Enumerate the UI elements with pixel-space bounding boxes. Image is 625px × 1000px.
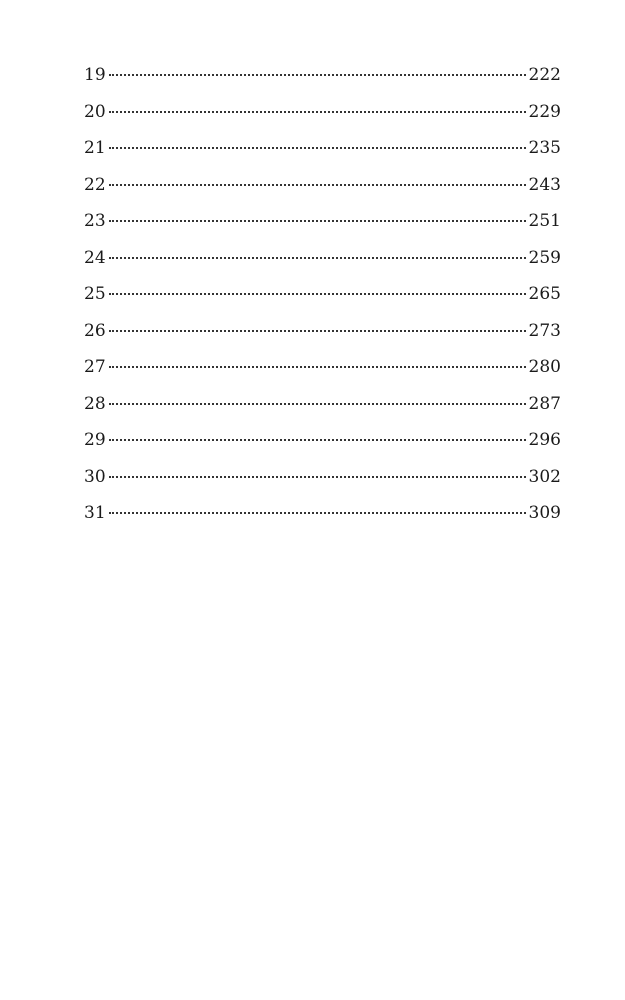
table-of-contents <box>84 63 561 538</box>
toc-dot-leader <box>109 403 526 405</box>
toc-chapter-number: 28 <box>84 393 106 414</box>
toc-dot-leader <box>109 512 526 514</box>
toc-dot-leader <box>109 220 526 222</box>
toc-page-number: 296 <box>528 430 561 450</box>
toc-entry <box>84 100 561 137</box>
toc-dot-leader <box>109 330 526 332</box>
toc-chapter-number: 27 <box>84 357 106 377</box>
toc-entry <box>84 136 561 173</box>
toc-page-number: 287 <box>528 393 561 414</box>
toc-entry <box>84 501 561 538</box>
toc-page-number: 222 <box>528 65 561 85</box>
toc-entry <box>84 392 561 429</box>
toc-chapter-number: 29 <box>84 430 106 450</box>
toc-entry <box>84 173 561 210</box>
toc-entry <box>84 246 561 283</box>
toc-dot-leader <box>109 184 526 186</box>
toc-dot-leader <box>109 111 526 113</box>
toc-entry <box>84 209 561 246</box>
toc-entry <box>84 282 561 319</box>
toc-chapter-number: 22 <box>84 174 106 195</box>
toc-chapter-number: 19 <box>84 65 106 85</box>
toc-dot-leader <box>109 257 526 259</box>
toc-entry <box>84 319 561 356</box>
toc-chapter-number: 20 <box>84 101 106 122</box>
toc-entry <box>84 63 561 100</box>
toc-dot-leader <box>109 293 526 295</box>
toc-dot-leader <box>109 439 526 441</box>
toc-page-number: 280 <box>528 357 561 377</box>
toc-chapter-number: 30 <box>84 466 106 487</box>
toc-chapter-number: 31 <box>84 503 106 523</box>
toc-page-number: 229 <box>528 101 561 122</box>
toc-entry <box>84 465 561 502</box>
toc-page-number: 251 <box>528 211 561 231</box>
toc-page-number: 235 <box>528 138 561 158</box>
toc-dot-leader <box>109 366 526 368</box>
toc-page-number: 265 <box>528 284 561 304</box>
toc-page-number: 259 <box>528 247 561 268</box>
toc-chapter-number: 25 <box>84 284 106 304</box>
toc-page-number: 243 <box>528 174 561 195</box>
toc-dot-leader <box>109 147 526 149</box>
toc-chapter-number: 23 <box>84 211 106 231</box>
toc-dot-leader <box>109 74 526 76</box>
toc-page-number: 302 <box>528 466 561 487</box>
toc-chapter-number: 26 <box>84 320 106 341</box>
toc-entry <box>84 355 561 392</box>
toc-entry <box>84 428 561 465</box>
toc-chapter-number: 24 <box>84 247 106 268</box>
toc-page-number: 309 <box>528 503 561 523</box>
toc-dot-leader <box>109 476 526 478</box>
toc-page-number: 273 <box>528 320 561 341</box>
toc-chapter-number: 21 <box>84 138 106 158</box>
